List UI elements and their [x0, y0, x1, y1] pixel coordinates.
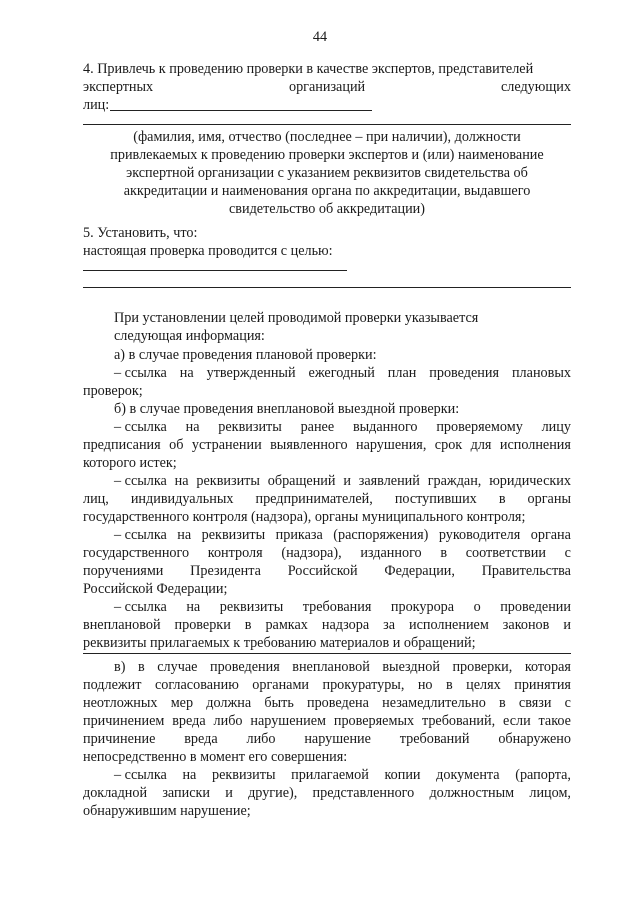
word: реквизиты	[219, 599, 284, 615]
word: в	[137, 659, 145, 675]
word: реквизиты	[211, 767, 276, 783]
word: поступивших	[394, 491, 477, 507]
word: проведении	[500, 599, 571, 615]
word: должностным	[429, 785, 515, 801]
word: на	[186, 599, 201, 615]
word: прилагаемой	[291, 767, 369, 783]
word: на	[174, 473, 189, 489]
c-line2	[83, 676, 571, 694]
word: контроля	[207, 545, 263, 561]
word: такое	[538, 713, 571, 729]
word: нарушение	[304, 731, 371, 747]
c1-line3: обнаружившим нарушение;	[83, 803, 251, 819]
word: руководителя	[438, 527, 521, 543]
b2-line3: государственного контроля (надзора), органы муниципального контроля;	[83, 509, 526, 525]
c1-line1	[114, 766, 571, 784]
b4-line1	[114, 598, 571, 616]
experts-fill-line	[110, 110, 372, 111]
word: выданного	[352, 419, 418, 435]
word: должна	[206, 695, 252, 711]
word: исполнением	[409, 617, 489, 633]
word: Правительства	[481, 563, 571, 579]
word: представленного	[312, 785, 415, 801]
word: (надзора),	[281, 545, 342, 561]
word: либо	[213, 713, 243, 729]
word: прокурора	[390, 599, 455, 615]
p1-line1: При установлении целей проводимой проверки указывается	[114, 310, 479, 326]
word: причинение	[83, 731, 156, 747]
item4-note-line1: (фамилия, имя, отчество (последнее – при наличии), должности	[133, 129, 521, 145]
word: на	[179, 365, 194, 381]
word: реквизиты	[196, 473, 260, 489]
word: органами	[252, 677, 310, 693]
word: план	[387, 365, 417, 381]
word: Президента	[190, 563, 261, 579]
word: рамках	[265, 617, 308, 633]
b3-line3	[83, 562, 571, 580]
word: в	[498, 491, 506, 507]
item4-line1: 4. Привлечь к проведению проверки в качестве экспертов, представителей	[83, 61, 534, 77]
word: организаций	[288, 79, 366, 95]
word: нарушением	[250, 713, 326, 729]
word: которая	[524, 659, 571, 675]
page-number: 44	[312, 29, 328, 45]
word: лиц,	[83, 491, 109, 507]
word: Российской	[287, 563, 358, 579]
word: – ссылка	[114, 767, 167, 783]
item5-line1: 5. Установить, что:	[83, 225, 198, 241]
b3-line4: Российской Федерации;	[83, 581, 228, 597]
b3-line1	[114, 526, 571, 544]
word: быть	[264, 695, 294, 711]
word: незамедлительно	[382, 695, 486, 711]
word: исполнения	[499, 437, 571, 453]
word: внеплановой	[83, 617, 161, 633]
word: следующих	[500, 79, 571, 95]
c-line6: непосредственно в момент его совершения:	[83, 749, 348, 765]
word: плановых	[511, 365, 571, 381]
word: требований	[399, 731, 470, 747]
word: нарушения,	[356, 437, 427, 453]
word: – ссылка	[114, 365, 167, 381]
word: реквизиты	[201, 527, 266, 543]
b-line: б) в случае проведения внеплановой выездной проверки:	[114, 401, 460, 417]
word: за	[383, 617, 396, 633]
word: проведения	[429, 365, 500, 381]
word: документа	[436, 767, 500, 783]
word: индивидуальных	[130, 491, 234, 507]
item4-line2	[83, 78, 571, 96]
word: изданного	[360, 545, 422, 561]
word: Федерации,	[384, 563, 455, 579]
word: подлежит	[83, 677, 142, 693]
word: вреда	[184, 731, 218, 747]
a-line: а) в случае проведения плановой проверки:	[114, 347, 377, 363]
word: приказа	[275, 527, 323, 543]
word: связи	[518, 695, 552, 711]
word: устранении	[191, 437, 262, 453]
word: требования	[302, 599, 372, 615]
word: прокуратуры,	[322, 677, 405, 693]
goal-fill-line-2	[83, 287, 571, 288]
word: органы	[527, 491, 571, 507]
word: срок	[434, 437, 463, 453]
word: – ссылка	[114, 527, 167, 543]
word: и	[225, 785, 233, 801]
word: если	[503, 713, 531, 729]
word: надзора	[321, 617, 370, 633]
word: на	[185, 419, 200, 435]
item4-note-line4: аккредитации и наименования органа по аккредитации, выдавшего	[123, 183, 531, 199]
word: с	[564, 695, 571, 711]
word: в	[499, 695, 506, 711]
c-line1	[114, 658, 571, 676]
word: органа	[530, 527, 571, 543]
a-item-line1	[114, 364, 571, 382]
item4-note-line2: привлекаемых к проведению проверки экспертов и (или) наименование	[110, 147, 544, 163]
word: причинением	[83, 713, 165, 729]
word: неотложных	[83, 695, 158, 711]
word: копии	[384, 767, 421, 783]
word: проведения	[209, 659, 280, 675]
word: законов	[502, 617, 550, 633]
word: другие),	[248, 785, 298, 801]
word: принятия	[514, 677, 571, 693]
b1-line1	[114, 418, 571, 436]
word: юридических	[489, 473, 571, 489]
c-line3	[83, 694, 571, 712]
word: мер	[170, 695, 194, 711]
p1-line2: следующая информация:	[114, 328, 265, 344]
word: обнаружено	[498, 731, 571, 747]
item4-note-line3: экспертной организации с указанием реквизитов свидетельства об	[126, 165, 528, 181]
b2-line1	[114, 472, 571, 490]
word: реквизиты	[218, 419, 282, 435]
word: в	[244, 617, 252, 633]
word: экспертных	[83, 79, 154, 95]
b3-line2	[83, 544, 571, 562]
c-line5	[83, 730, 571, 748]
word: проверки	[174, 617, 231, 633]
word: ранее	[300, 419, 335, 435]
word: но	[417, 677, 433, 693]
word: выявленного	[270, 437, 348, 453]
word: требований,	[421, 713, 496, 729]
word: предпринимателей,	[255, 491, 373, 507]
word: ежегодный	[308, 365, 375, 381]
word: поручениями	[83, 563, 164, 579]
b4-line3: реквизиты прилагаемых к требованию материалов и обращений;	[83, 635, 476, 651]
word: государственного	[83, 545, 190, 561]
c1-line2	[83, 784, 571, 802]
word: в)	[114, 659, 126, 675]
item5-line2: настоящая проверка проводится с целью:	[83, 243, 333, 259]
word: случае	[157, 659, 198, 675]
item4-line3: лиц:	[83, 97, 110, 113]
word: целях	[466, 677, 501, 693]
b4-line2	[83, 616, 571, 634]
word: (распоряжения)	[333, 527, 429, 543]
word: внеплановой	[292, 659, 370, 675]
word: проведена	[307, 695, 369, 711]
word: обращений	[267, 473, 336, 489]
word: (рапорта,	[515, 767, 571, 783]
word: либо	[246, 731, 276, 747]
word: соответствии	[465, 545, 546, 561]
item4-note-line5: свидетельство об аккредитации)	[228, 201, 426, 217]
a-item-line2: проверок;	[83, 383, 143, 399]
b1-line3: которого истек;	[83, 455, 177, 471]
word: проверяемых	[333, 713, 415, 729]
word: проверяемому	[436, 419, 523, 435]
word: лицу	[541, 419, 571, 435]
section-divider	[83, 653, 571, 654]
experts-fill-line-2	[83, 124, 571, 125]
word: – ссылка	[114, 473, 167, 489]
word: выездной	[382, 659, 440, 675]
word: и	[563, 617, 571, 633]
word: в	[446, 677, 453, 693]
word: согласованию	[154, 677, 239, 693]
word: – ссылка	[114, 599, 167, 615]
word: – ссылка	[114, 419, 167, 435]
word: лицом,	[529, 785, 571, 801]
word: проверки,	[452, 659, 513, 675]
word: для	[470, 437, 492, 453]
word: о	[473, 599, 481, 615]
word: предписания	[83, 437, 161, 453]
word: утвержденный	[206, 365, 296, 381]
word: граждан,	[427, 473, 482, 489]
goal-fill-line	[83, 270, 347, 271]
word: на	[177, 527, 192, 543]
word: об	[169, 437, 184, 453]
c-line4	[83, 712, 571, 730]
word: вреда	[172, 713, 206, 729]
word: в	[440, 545, 448, 561]
word: записки	[162, 785, 211, 801]
word: на	[182, 767, 197, 783]
word: докладной	[83, 785, 148, 801]
b1-line2	[83, 436, 571, 454]
word: и	[343, 473, 351, 489]
word: заявлений	[358, 473, 420, 489]
b2-line2	[83, 490, 571, 508]
word: с	[564, 545, 571, 561]
